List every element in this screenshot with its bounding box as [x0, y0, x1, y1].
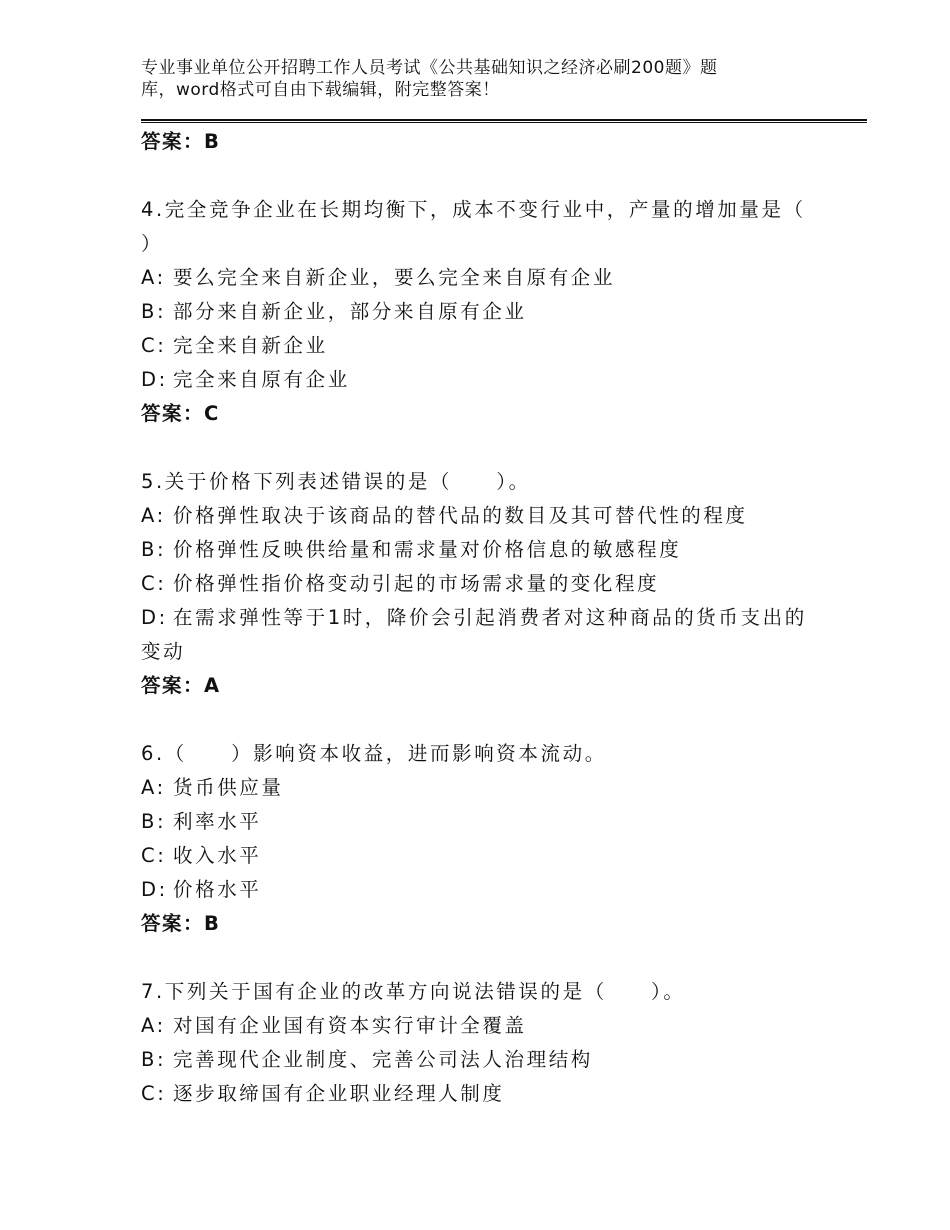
option-text: 逐步取缔国有企业职业经理人制度 [173, 1082, 505, 1105]
question-item [141, 193, 821, 431]
question-item [141, 975, 821, 1111]
answer-value: C [204, 402, 220, 425]
answer-line [141, 125, 821, 159]
option-text: 利率水平 [173, 810, 262, 833]
option-text: 对国有企业国有资本实行审计全覆盖 [173, 1014, 527, 1037]
option-key: C: [141, 572, 167, 595]
answer-line [141, 669, 821, 703]
option-key: B: [141, 538, 167, 561]
option-key: B: [141, 810, 167, 833]
question-stem: 4.完全竞争企业在长期均衡下，成本不变行业中，产量的增加量是（ [141, 198, 806, 221]
question-stem: 7.下列关于国有企业的改革方向说法错误的是（ ）。 [141, 980, 686, 1003]
answer-value: B [204, 912, 221, 935]
answer-label: 答案： [141, 912, 205, 935]
option-key: C: [141, 334, 167, 357]
option-text: 完全来自原有企业 [173, 368, 350, 391]
option-key: D: [141, 878, 168, 901]
option-text: 价格弹性取决于该商品的替代品的数目及其可替代性的程度 [173, 504, 748, 527]
question-list [141, 125, 821, 1111]
option-key: A: [141, 266, 166, 289]
option-b [141, 1043, 821, 1077]
option-d [141, 363, 821, 397]
answer-label: 答案： [141, 402, 205, 425]
option-text: 价格弹性指价格变动引起的市场需求量的变化程度 [173, 572, 660, 595]
question-item [141, 465, 821, 703]
option-c [141, 1077, 821, 1111]
option-a [141, 261, 821, 295]
option-key: B: [141, 300, 167, 323]
option-text: 价格弹性反映供给量和需求量对价格信息的敏感程度 [173, 538, 682, 561]
option-c [141, 329, 821, 363]
question-item [141, 737, 821, 941]
header-title-line-1: 专业事业单位公开招聘工作人员考试《公共基础知识之经济必刷200题》题 [141, 58, 718, 78]
option-key: C: [141, 1082, 167, 1105]
header-title-line-2: 库，word格式可自由下载编辑，附完整答案！ [141, 80, 500, 100]
option-text: 完全来自新企业 [173, 334, 328, 357]
answer-label: 答案： [141, 130, 205, 153]
option-text: 货币供应量 [173, 776, 284, 799]
answer-label: 答案： [141, 674, 205, 697]
option-text: 要么完全来自新企业，要么完全来自原有企业 [173, 266, 616, 289]
question-stem: 5.关于价格下列表述错误的是（ ）。 [141, 470, 531, 493]
option-text: 价格水平 [173, 878, 262, 901]
option-key: A: [141, 776, 166, 799]
option-key: A: [141, 504, 166, 527]
option-key: A: [141, 1014, 166, 1037]
option-text: 完善现代企业制度、完善公司法人治理结构 [173, 1048, 593, 1071]
option-b [141, 805, 821, 839]
option-c [141, 839, 821, 873]
option-a [141, 499, 821, 533]
option-key: D: [141, 368, 168, 391]
question-stem-continued: ） [141, 232, 164, 255]
option-d [141, 601, 821, 635]
option-d [141, 873, 821, 907]
header-divider [141, 119, 867, 123]
option-key: C: [141, 844, 167, 867]
option-d-continued: 变动 [141, 640, 186, 663]
page-header [141, 57, 791, 101]
option-c [141, 567, 821, 601]
question-stem: 6.（ ）影响资本收益，进而影响资本流动。 [141, 742, 607, 765]
option-text: 部分来自新企业，部分来自原有企业 [173, 300, 527, 323]
option-text: 收入水平 [173, 844, 262, 867]
option-b [141, 533, 821, 567]
option-key: D: [141, 606, 168, 629]
answer-value: B [204, 130, 221, 153]
option-key: B: [141, 1048, 167, 1071]
option-text: 在需求弹性等于1时，降价会引起消费者对这种商品的货币支出的 [173, 606, 807, 629]
option-a [141, 1009, 821, 1043]
answer-line [141, 397, 821, 431]
answer-line [141, 907, 821, 941]
option-b [141, 295, 821, 329]
answer-value: A [204, 674, 221, 697]
option-a [141, 771, 821, 805]
